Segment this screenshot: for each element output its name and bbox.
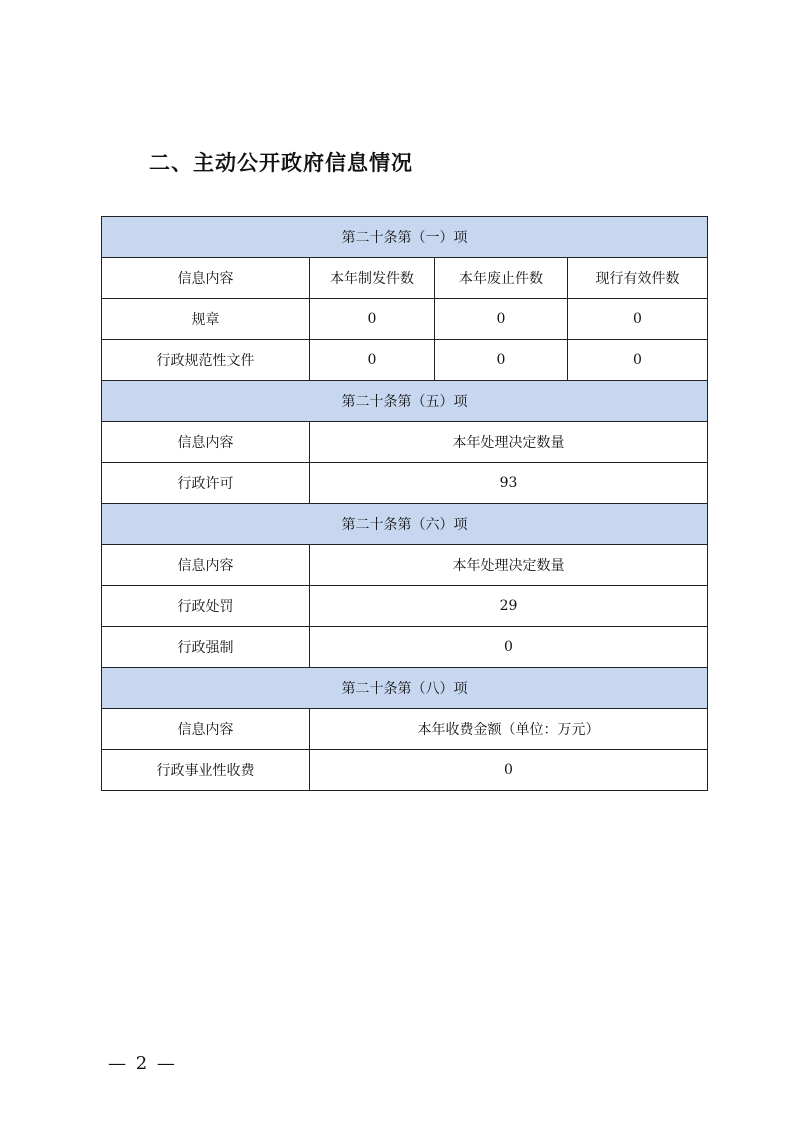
value-cell: 0 <box>310 299 435 340</box>
header-row <box>102 709 708 750</box>
section-heading: 二、主动公开政府信息情况 <box>149 151 413 175</box>
header-cell: 本年制发件数 <box>310 258 435 299</box>
section-title-1: 第二十条第（一）项 <box>102 217 708 258</box>
section-title-row <box>102 668 708 709</box>
section-title-6: 第二十条第（六）项 <box>102 504 708 545</box>
header-cell: 现行有效件数 <box>568 258 708 299</box>
page-number: — 2 — <box>108 1053 177 1074</box>
section-title-row <box>102 381 708 422</box>
table-row <box>102 299 708 340</box>
value-cell: 0 <box>310 340 435 381</box>
section-title-8: 第二十条第（八）项 <box>102 668 708 709</box>
table-row <box>102 463 708 504</box>
header-cell: 本年处理决定数量 <box>310 545 708 586</box>
table-row <box>102 750 708 791</box>
header-cell: 本年收费金额（单位：万元） <box>310 709 708 750</box>
row-label: 行政规范性文件 <box>102 340 310 381</box>
section-title-5: 第二十条第（五）项 <box>102 381 708 422</box>
row-label: 行政强制 <box>102 627 310 668</box>
row-label: 行政许可 <box>102 463 310 504</box>
header-cell: 信息内容 <box>102 258 310 299</box>
value-cell: 93 <box>310 463 708 504</box>
header-cell: 信息内容 <box>102 545 310 586</box>
row-label: 规章 <box>102 299 310 340</box>
value-cell: 0 <box>435 340 568 381</box>
header-row <box>102 258 708 299</box>
table-row <box>102 340 708 381</box>
row-label: 行政处罚 <box>102 586 310 627</box>
value-cell: 0 <box>435 299 568 340</box>
header-cell: 本年废止件数 <box>435 258 568 299</box>
table-row <box>102 586 708 627</box>
section-title-row <box>102 504 708 545</box>
header-cell: 信息内容 <box>102 709 310 750</box>
value-cell: 0 <box>568 299 708 340</box>
value-cell: 29 <box>310 586 708 627</box>
row-label: 行政事业性收费 <box>102 750 310 791</box>
header-row <box>102 422 708 463</box>
value-cell: 0 <box>568 340 708 381</box>
table-row <box>102 627 708 668</box>
disclosure-table <box>101 216 708 791</box>
header-cell: 信息内容 <box>102 422 310 463</box>
section-title-row <box>102 217 708 258</box>
header-cell: 本年处理决定数量 <box>310 422 708 463</box>
header-row <box>102 545 708 586</box>
value-cell: 0 <box>310 750 708 791</box>
value-cell: 0 <box>310 627 708 668</box>
